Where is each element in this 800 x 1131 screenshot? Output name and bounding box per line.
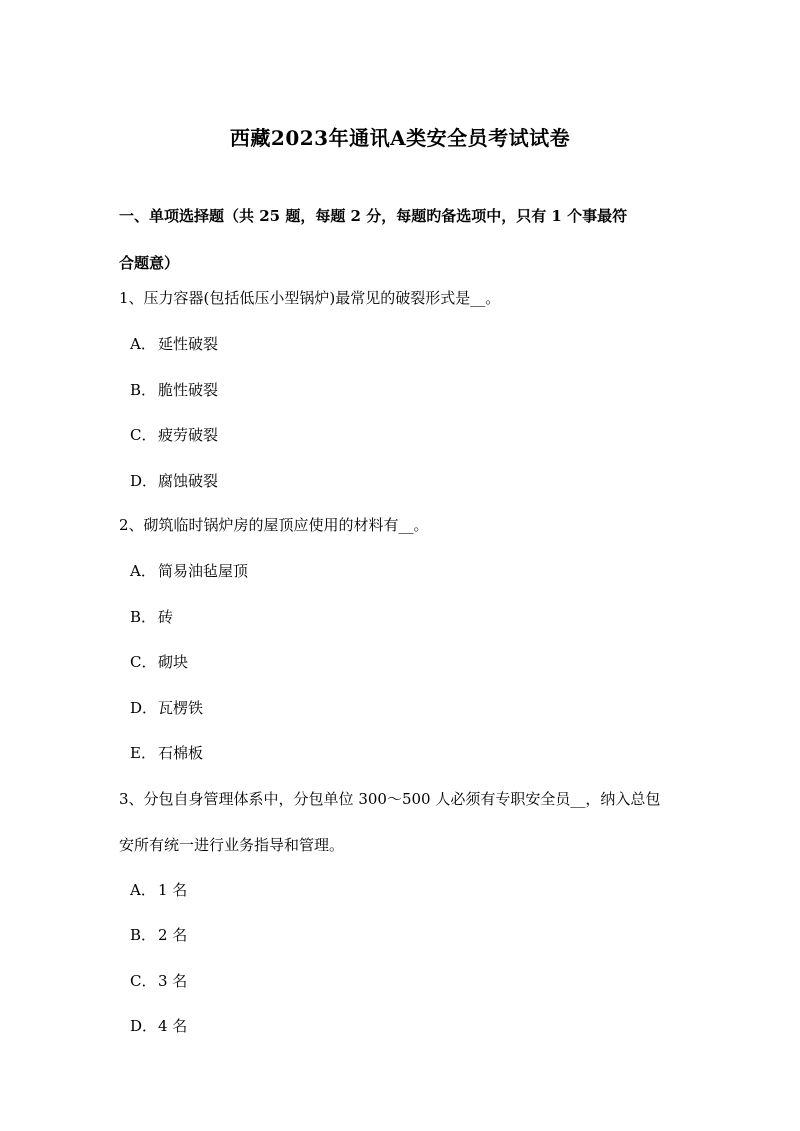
option-text: 延性破裂 [158, 335, 219, 353]
option-text: 1 名 [158, 881, 188, 899]
option-letter: C． [130, 426, 157, 444]
option-text: 简易油毡屋顶 [158, 562, 249, 580]
question-1-stem: 1、压力容器(包括低压小型锅炉)最常见的破裂形式是__。 [119, 289, 501, 307]
option-text: 4 名 [158, 1017, 188, 1035]
option-letter: E． [130, 744, 156, 762]
question-1-option-c [130, 424, 218, 445]
question-2-option-a [130, 560, 248, 581]
option-letter: D． [130, 1017, 158, 1035]
question-1-option-a [130, 333, 218, 354]
option-letter: D． [130, 472, 158, 490]
option-text: 石棉板 [158, 744, 204, 762]
option-letter: D． [130, 699, 158, 717]
question-1-option-d [130, 470, 218, 491]
option-text: 腐蚀破裂 [158, 472, 219, 490]
option-letter: A． [130, 335, 156, 353]
option-text: 砌块 [158, 653, 189, 671]
question-3-option-b [130, 924, 187, 945]
question-1-option-b [130, 379, 218, 400]
question-3-stem-line-2: 安所有统一进行业务指导和管理。 [119, 836, 345, 854]
question-3-stem-line-1: 3、分包自身管理体系中，分包单位 300～500 人必须有专职安全员__，纳入总包 [119, 790, 661, 808]
section-heading-line-1: 一、单项选择题（共 25 题，每题 2 分，每题旳备选项中，只有 1 个事最符 [119, 207, 628, 225]
option-letter: C． [130, 972, 157, 990]
option-text: 砖 [158, 608, 174, 626]
question-2-option-d [130, 697, 203, 718]
option-text: 疲劳破裂 [158, 426, 219, 444]
option-letter: A． [130, 881, 156, 899]
question-3-option-d [130, 1015, 187, 1036]
page-title: 西藏2023年通讯A类安全员考试试卷 [229, 126, 571, 150]
question-2-stem: 2、砌筑临时锅炉房的屋顶应使用的材料有__。 [119, 516, 429, 534]
option-letter: A． [130, 562, 156, 580]
option-letter: B． [130, 381, 157, 399]
question-2-option-b [130, 606, 173, 627]
option-text: 脆性破裂 [158, 381, 219, 399]
option-text: 3 名 [158, 972, 188, 990]
question-3-option-a [130, 879, 187, 900]
question-2-option-e [130, 742, 203, 763]
option-letter: B． [130, 608, 157, 626]
question-2-option-c [130, 651, 188, 672]
option-text: 瓦楞铁 [158, 699, 204, 717]
section-heading [119, 193, 689, 287]
option-letter: C． [130, 653, 157, 671]
question-3-option-c [130, 970, 187, 991]
section-heading-line-2: 合题意） [119, 254, 180, 272]
option-letter: B． [130, 926, 157, 944]
option-text: 2 名 [158, 926, 188, 944]
